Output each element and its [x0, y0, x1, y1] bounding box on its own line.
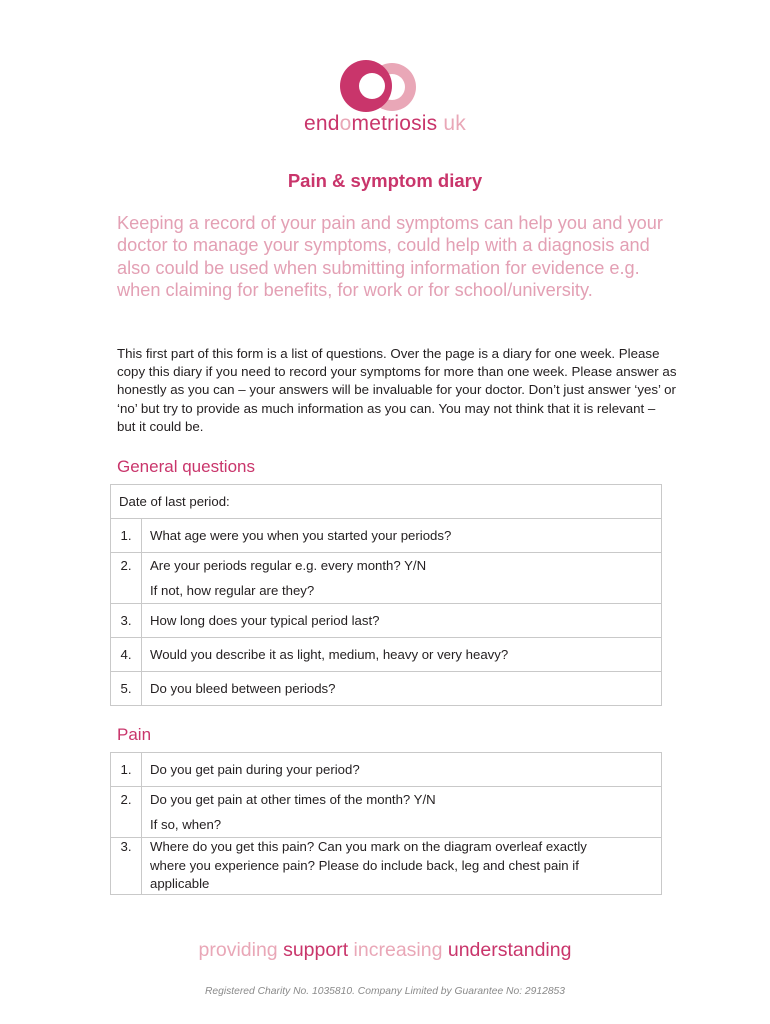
table-row: [111, 672, 662, 706]
table-row: [111, 485, 662, 519]
date-last-period-field[interactable]: Date of last period:: [111, 485, 662, 519]
footer-tagline: providing support increasing understanding: [198, 939, 572, 961]
pain-questions-table: [110, 752, 662, 895]
pain-heading: Pain: [117, 725, 152, 744]
question-cell[interactable]: [142, 838, 662, 895]
question-number: 3.: [111, 604, 142, 638]
general-questions-table: [110, 484, 662, 706]
page-title: Pain & symptom diary: [287, 170, 483, 191]
question-text-line: where you experience pain? Please do include back, leg and chest pain if: [150, 857, 579, 873]
question-number: 3.: [111, 838, 142, 895]
question-number: 2.: [111, 553, 142, 604]
logo-wordmark: endometriosis uk: [304, 112, 466, 135]
general-questions-heading: General questions: [117, 457, 255, 476]
lead-paragraph: Keeping a record of your pain and symptoms can help you and your doctor to manage your symptoms, could help with a diagnosis and also could be used when submitting information for evidence e.g. when claiming for benefits, for work or for school/university.: [117, 213, 663, 300]
question-number: 5.: [111, 672, 142, 706]
question-text[interactable]: How long does your typical period last?: [142, 604, 662, 638]
question-text[interactable]: Do you get pain during your period?: [142, 753, 662, 787]
table-row: [111, 753, 662, 787]
table-row: [111, 604, 662, 638]
logo: [0, 0, 770, 140]
question-number: 1.: [111, 519, 142, 553]
table-row: [111, 838, 662, 895]
question-number: 2.: [111, 787, 142, 838]
charity-registration: Registered Charity No. 1035810. Company Limited by Guarantee No: 2912853: [204, 986, 566, 997]
table-row: [111, 787, 662, 838]
table-row: [111, 519, 662, 553]
question-text: Do you get pain at other times of the month? Y/N: [150, 792, 436, 807]
question-number: 1.: [111, 753, 142, 787]
logo-rings-icon: [336, 58, 426, 116]
table-row: [111, 638, 662, 672]
question-text[interactable]: Would you describe it as light, medium, heavy or very heavy?: [142, 638, 662, 672]
question-text: Are your periods regular e.g. every month? Y/N: [150, 558, 427, 573]
question-subtext: If so, when?: [150, 817, 222, 832]
question-cell[interactable]: [142, 787, 662, 838]
question-text[interactable]: Do you bleed between periods?: [142, 672, 662, 706]
question-text-line: applicable: [150, 876, 210, 891]
question-subtext: If not, how regular are they?: [150, 583, 315, 598]
question-text[interactable]: What age were you when you started your periods?: [142, 519, 662, 553]
table-row: [111, 553, 662, 604]
question-number: 4.: [111, 638, 142, 672]
question-cell[interactable]: [142, 553, 662, 604]
question-text-line: Where do you get this pain? Can you mark on the diagram overleaf exactly: [150, 839, 587, 854]
intro-paragraph: This first part of this form is a list of questions. Over the page is a diary for one week. Please copy this diary if you need to record your symptoms for more than one week. Please answer as honestly as you can – your answers will be invaluable for your doctor. Don’t just answer ‘yes’ or ‘no’ but try to provide as much information as you can. You may not think that it is relevant – but it could be.: [117, 346, 677, 434]
